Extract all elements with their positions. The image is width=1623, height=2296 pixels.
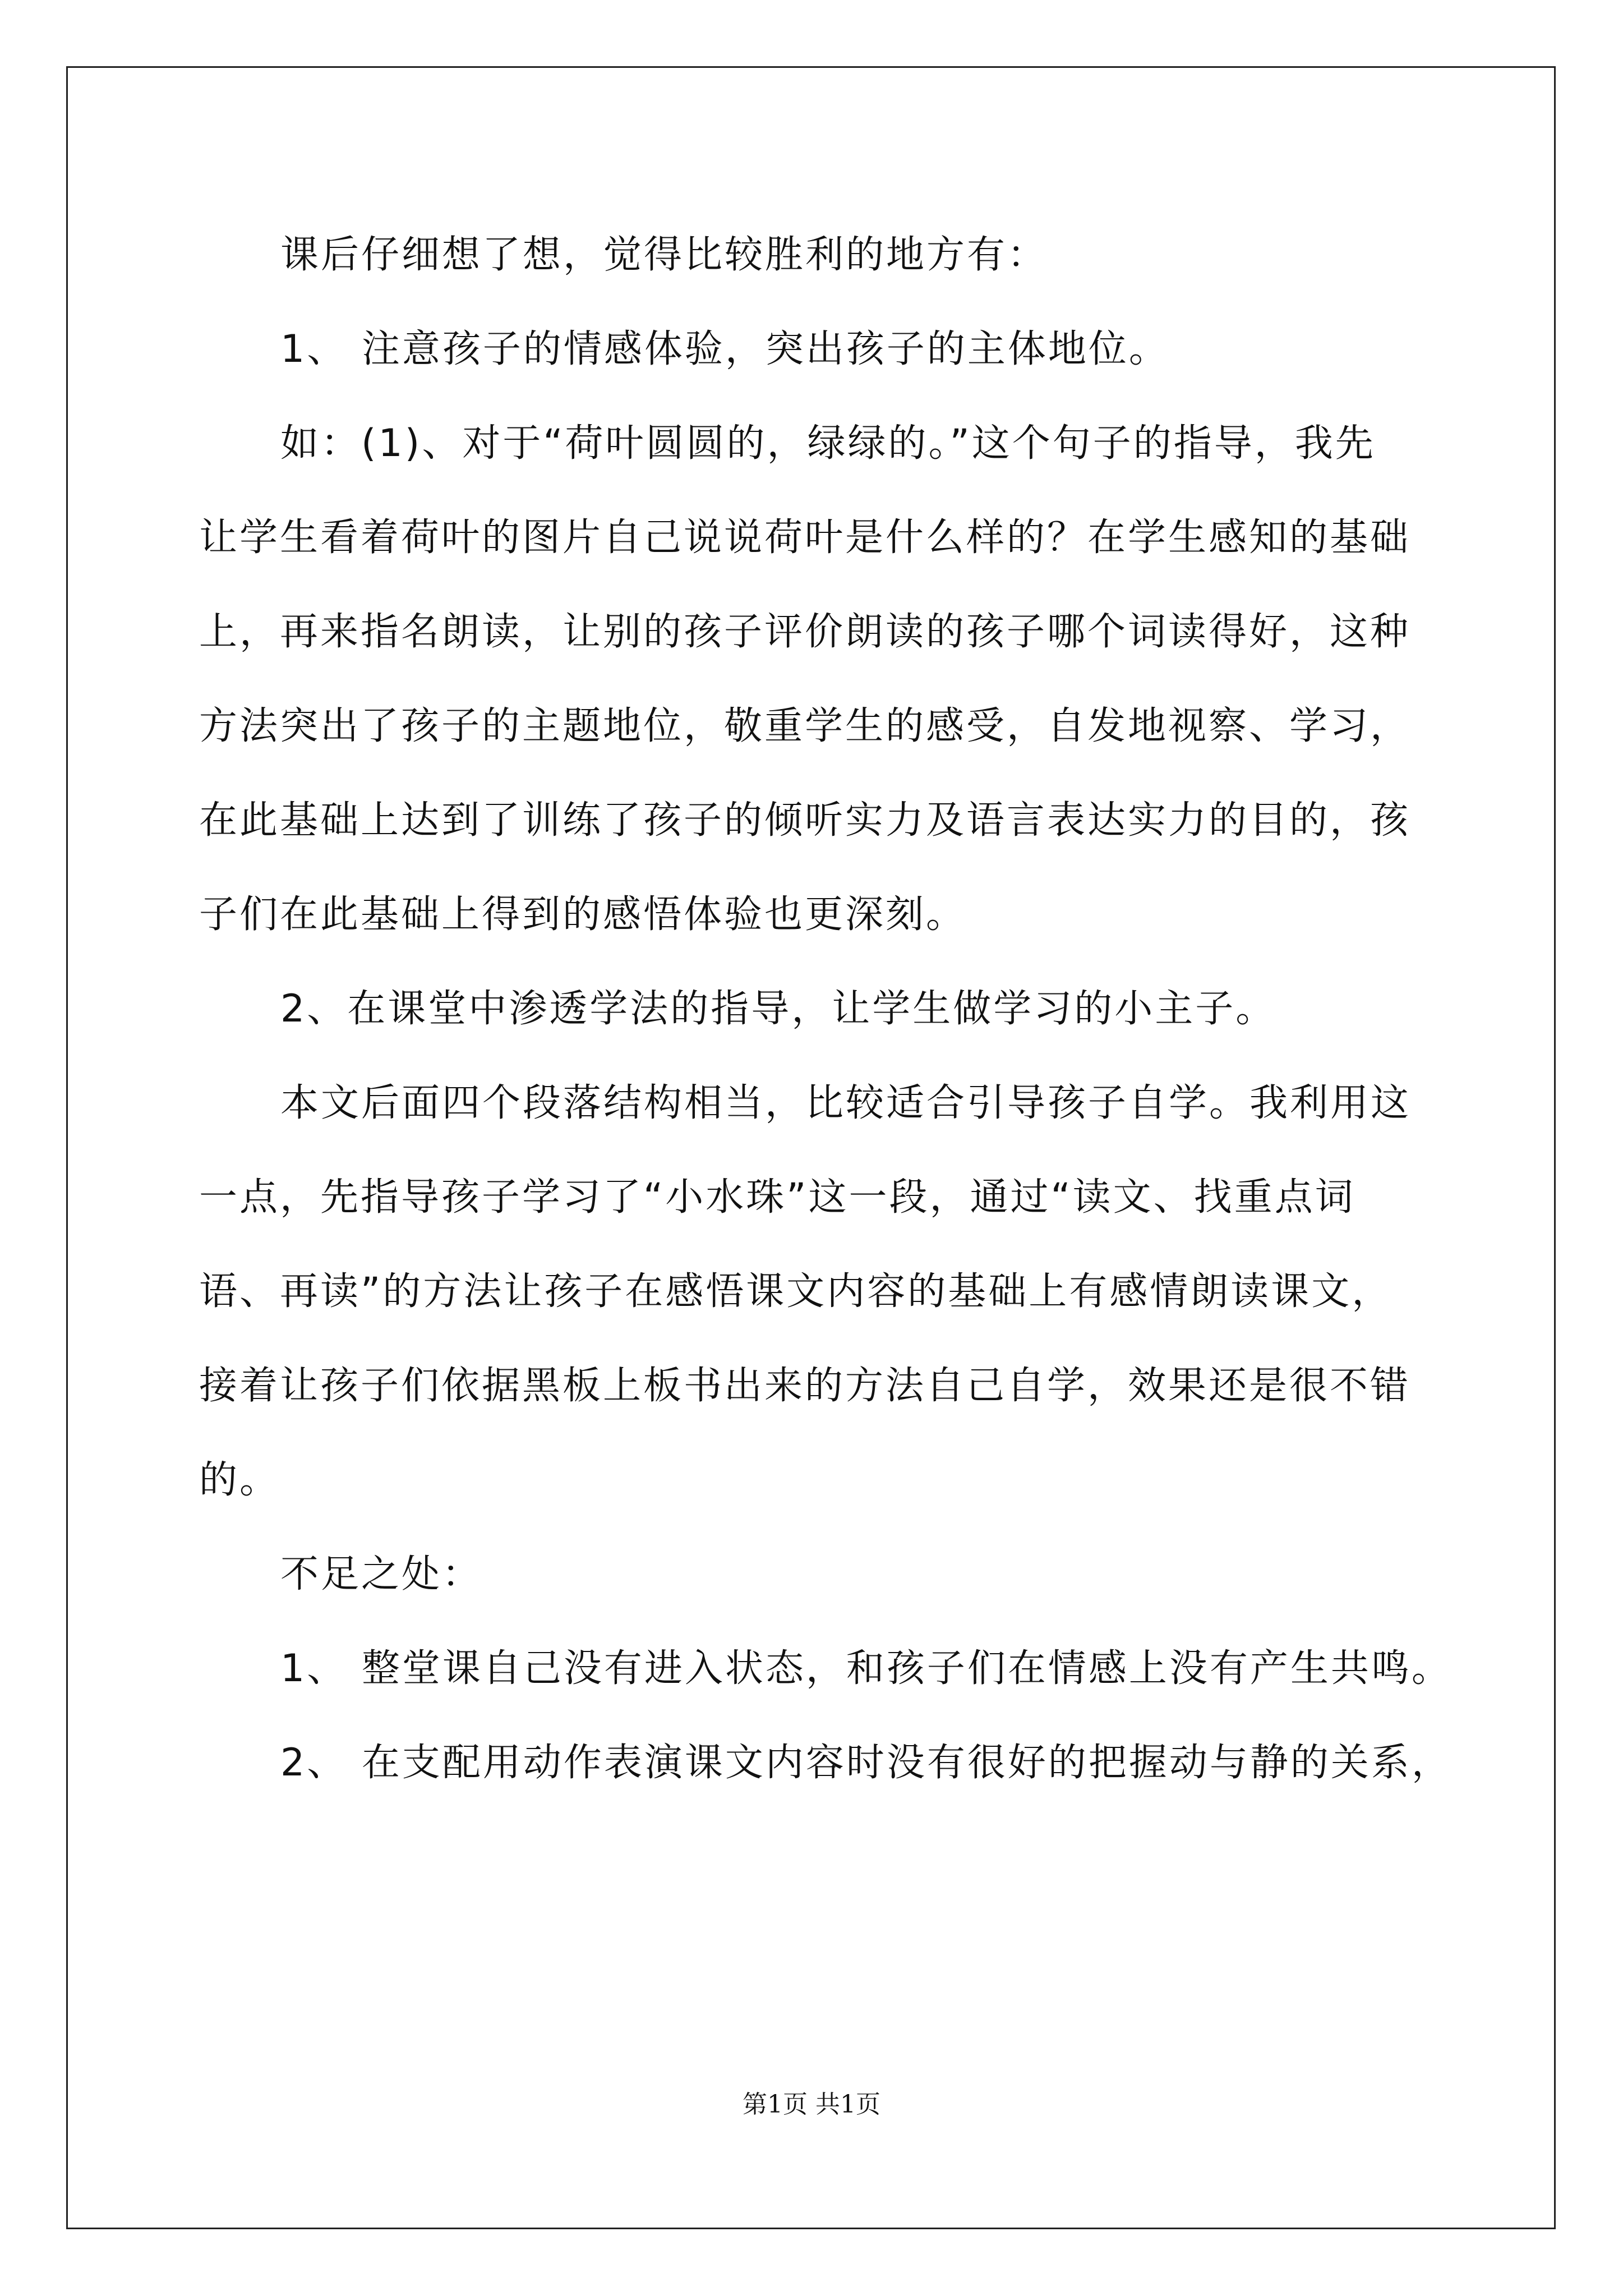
text-line: 如：(1)、对于“荷叶圆圆的，绿绿的。”这个句子的指导，我先 <box>280 421 1376 466</box>
text-line: 一点，先指导孩子学习了“小水珠”这一段，通过“读文、找重点词 <box>199 1175 1355 1220</box>
text-line: 语、再读”的方法让孩子在感悟课文内容的基础上有感情朗读课文， <box>199 1269 1393 1314</box>
page-border <box>66 66 1556 2229</box>
text-line: 让学生看着荷叶的图片自己说说荷叶是什么样的？在学生感知的基础 <box>199 516 1411 560</box>
text-line: 2、 在支配用动作表演课文内容时没有很好的把握动与静的关系， <box>280 1741 1452 1785</box>
text-line: 1、 整堂课自己没有进入状态，和孩子们在情感上没有产生共鸣。 <box>280 1646 1452 1691</box>
text-line: 课后仔细想了想，觉得比较胜利的地方有： <box>280 233 1048 277</box>
text-line: 在此基础上达到了训练了孩子的倾听实力及语言表达实力的目的，孩 <box>199 798 1411 843</box>
text-line: 方法突出了孩子的主题地位，敬重学生的感受，自发地视察、学习， <box>199 704 1411 748</box>
text-line: 1、 注意孩子的情感体验，突出孩子的主体地位。 <box>280 327 1169 371</box>
text-line: 子们在此基础上得到的感悟体验也更深刻。 <box>199 892 967 937</box>
page-footer: 第1页 共1页 <box>743 2090 880 2119</box>
text-line: 接着让孩子们依据黑板上板书出来的方法自己自学，效果还是很不错 <box>199 1364 1411 1408</box>
text-line: 2、在课堂中渗透学法的指导，让学生做学习的小主子。 <box>280 987 1276 1031</box>
text-line: 的。 <box>199 1458 280 1502</box>
text-line: 本文后面四个段落结构相当，比较适合引导孩子自学。我利用这 <box>280 1081 1412 1125</box>
text-line: 上，再来指名朗读，让别的孩子评价朗读的孩子哪个词读得好，这种 <box>199 610 1411 654</box>
text-line: 不足之处： <box>280 1552 483 1596</box>
